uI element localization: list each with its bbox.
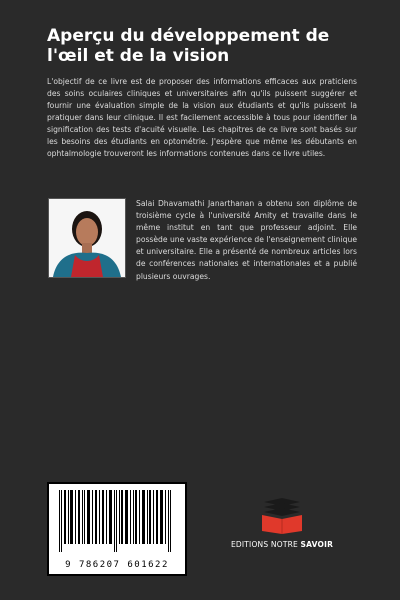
publisher-name <box>214 540 350 549</box>
publisher-bold: SAVOIR <box>300 540 334 549</box>
isbn-number: 9 786207 601622 <box>65 560 169 570</box>
publisher-logo-icon <box>258 498 306 534</box>
author-photo <box>48 198 126 278</box>
book-title: Aperçu du développement de l'œil et de la vision <box>47 26 330 66</box>
book-description: L'objectif de ce livre est de proposer des informations efficaces aux praticiens des soins oculaires cliniques et universitaires afin qu'ils puissent suggérer et fournir une évaluation simple de la vision aux étudiants et qu'ils puissent la pratiquer dans leur clinique. Il est facilement accessible à tous pour identifier la signification des tests d'acuité visuelle. Les chapitres de ce livre sont basés sur les besoins des étudiants en optométrie. J'espère que même les débutants en ophtalmologie trouveront les informations contenues dans ce livre utiles. <box>47 77 357 158</box>
author-bio: Salai Dhavamathi Janarthanan a obtenu son diplôme de troisième cycle à l'université Amity et travaille dans le même institut en tant que professeur adjoint. Elle possède une vaste expérience de l'enseignement clinique et universitaire. Elle a présenté de nombreux articles lors de conférences nationales et internationales et a publié plusieurs ouvrages. <box>136 199 357 281</box>
isbn-barcode <box>47 482 187 576</box>
barcode-bars <box>57 490 177 552</box>
publisher-prefix: EDITIONS NOTRE <box>230 540 301 549</box>
